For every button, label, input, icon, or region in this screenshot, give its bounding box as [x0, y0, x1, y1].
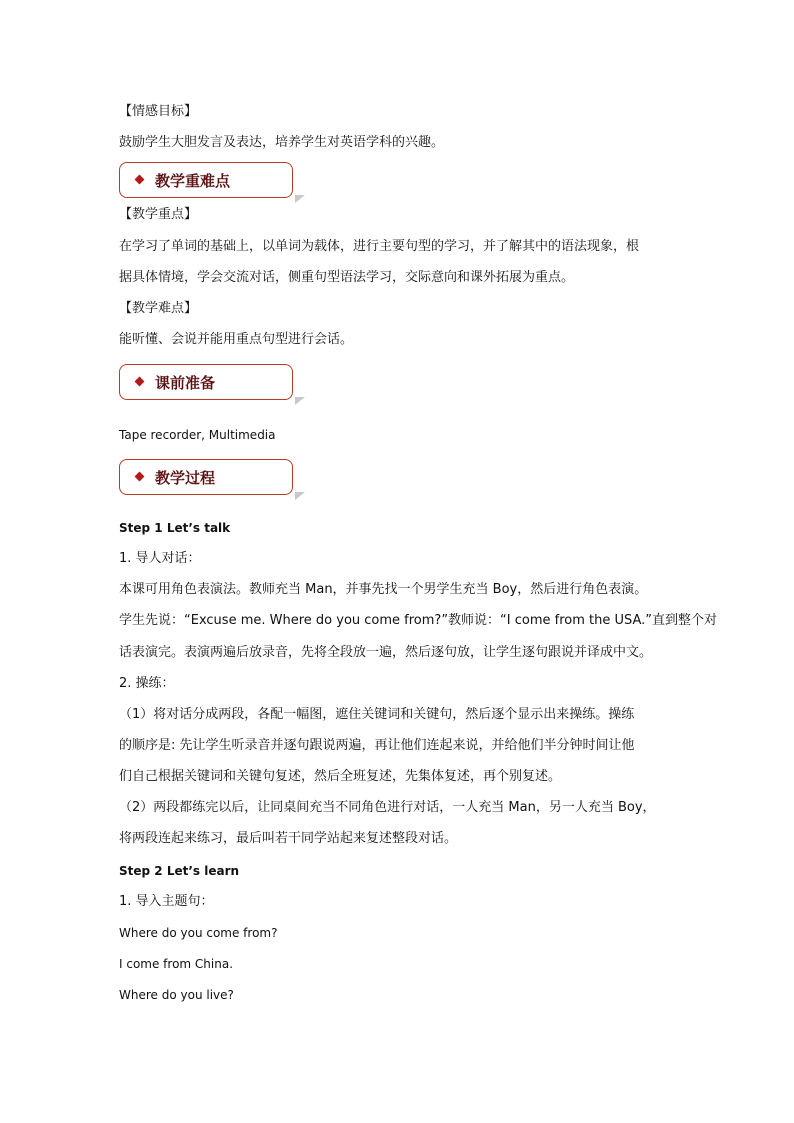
section-title: 教学过程 — [155, 469, 216, 487]
step1-item: 2. 操练： — [119, 676, 175, 691]
step1-item: 1. 导人对话： — [119, 551, 201, 566]
section-box-key-difficult — [119, 162, 293, 198]
key-point-header: 【教学重点】 — [119, 207, 198, 222]
affective-goal-header: 【情感目标】 — [119, 104, 198, 119]
diamond-bullet-icon — [135, 472, 145, 482]
key-point-line: 据具体情境，学会交流对话，侧重句型语法学习，交际意向和课外拓展为重点。 — [119, 270, 575, 285]
section-title: 课前准备 — [155, 374, 216, 392]
step1-paragraph-line: 本课可用角色表演法。教师充当 Man，并事先找一个男学生充当 Boy，然后进行角色表演。 — [119, 582, 648, 597]
step1-paragraph-line: 的顺序是: 先让学生听录音并逐句跟说两遍，再让他们连起来说，并给他们半分钟时间让他 — [119, 738, 635, 753]
step1-paragraph-line: （2）两段都练完以后，让同桌间充当不同角色进行对话，一人充当 Man，另一人充当 Boy， — [119, 800, 656, 815]
preparation-text: Tape recorder, Multimedia — [119, 428, 276, 442]
step2-item: 1. 导入主题句： — [119, 894, 214, 909]
section-box-preparation — [119, 364, 293, 400]
step2-title: Step 2 Let’s learn — [119, 864, 240, 878]
section-title: 教学重难点 — [155, 172, 231, 190]
key-point-line: 在学习了单词的基础上，以单词为载体，进行主要句型的学习，并了解其中的语法现象，根 — [119, 239, 640, 254]
difficult-point-text: 能听懂、会说并能用重点句型进行会话。 — [119, 332, 354, 347]
step1-paragraph-line: 话表演完。表演两遍后放录音，先将全段放一遍，然后逐句放，让学生逐句跟说并译成中文。 — [119, 645, 653, 660]
step1-paragraph-line: 学生先说：“Excuse me. Where do you come from?”教师说：“I come from the USA.”直到整个对 — [119, 613, 718, 628]
step1-paragraph-line: 们自己根据关键词和关键句复述，然后全班复述，先集体复述，再个别复述。 — [119, 769, 562, 784]
affective-goal-text: 鼓励学生大胆发言及表达，培养学生对英语学科的兴趣。 — [119, 135, 445, 150]
difficult-point-header: 【教学难点】 — [119, 301, 198, 316]
step1-title: Step 1 Let’s talk — [119, 521, 231, 535]
step1-paragraph-line: 将两段连起来练习，最后叫若干同学站起来复述整段对话。 — [119, 831, 458, 846]
step2-sentence: Where do you live? — [119, 988, 234, 1002]
step2-sentence: I come from China. — [119, 957, 234, 971]
section-box-process — [119, 459, 293, 495]
step1-paragraph-line: （1）将对话分成两段，各配一幅图，遮住关键词和关键句，然后逐个显示出来操练。操练 — [119, 707, 635, 722]
diamond-bullet-icon — [135, 377, 145, 387]
step2-sentence: Where do you come from? — [119, 926, 278, 940]
diamond-bullet-icon — [135, 175, 145, 185]
